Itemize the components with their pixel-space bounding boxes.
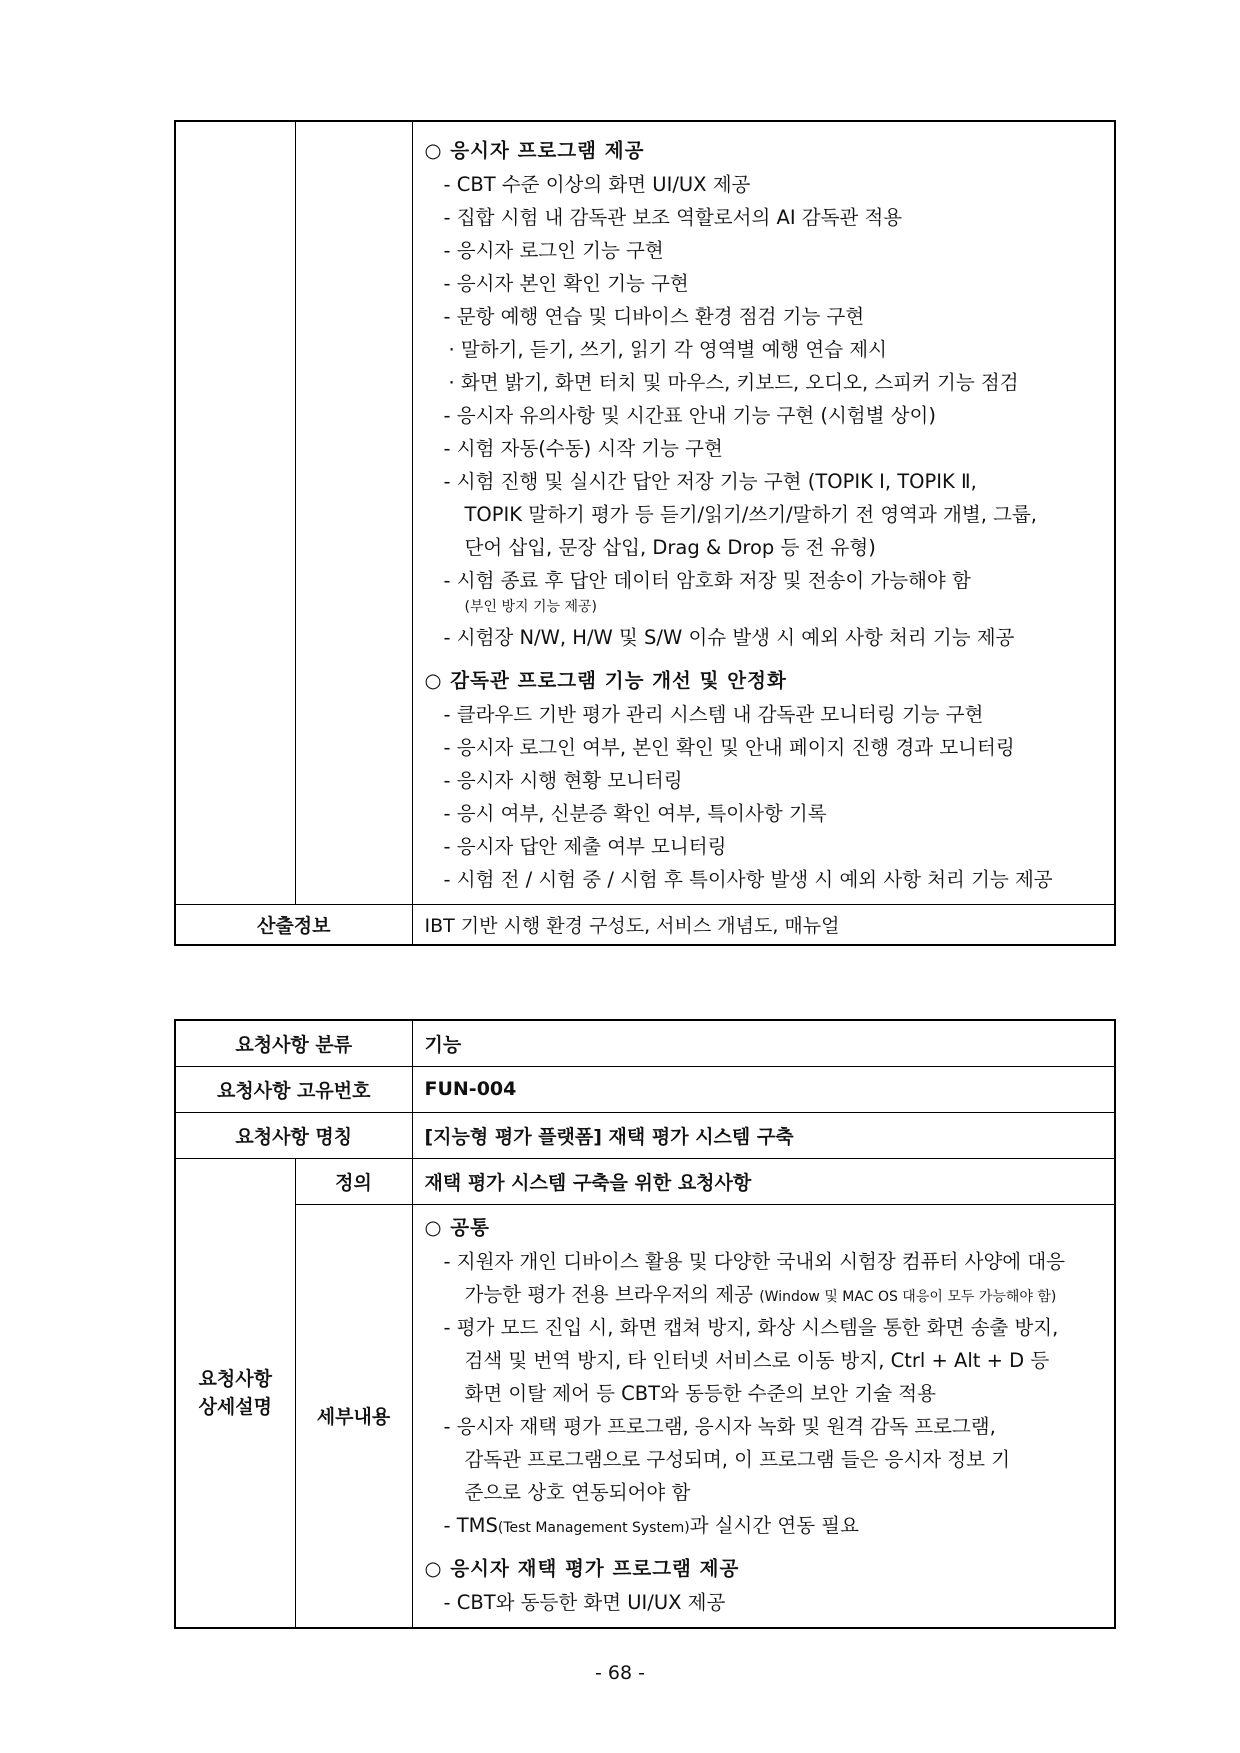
list-item-text: 과 실시간 연동 필요 <box>689 1513 859 1537</box>
list-item: - 응시자 시행 현황 모니터링 <box>443 769 683 792</box>
list-item-continuation: 검색 및 번역 방지, 타 인터넷 서비스로 이동 방지, Ctrl + Alt + D 등 <box>464 1348 1050 1372</box>
list-item: - 응시자 로그인 기능 구현 <box>443 239 664 262</box>
output-info-label: 산출정보 <box>175 905 412 945</box>
list-item-continuation: 준으로 상호 연동되어야 함 <box>464 1480 691 1504</box>
page-number: - 68 - <box>595 1662 645 1684</box>
detail-label-line-1: 요청사항 <box>198 1367 272 1390</box>
section-heading-examinee-program: ○ 응시자 프로그램 제공 <box>424 139 645 162</box>
list-item: - 응시자 유의사항 및 시간표 안내 기능 구현 (시험별 상이) <box>443 404 936 427</box>
section-heading-common: ○ 공통 <box>424 1215 490 1239</box>
list-item-continuation: 화면 이탈 제어 등 CBT와 동등한 수준의 보안 기술 적용 <box>464 1381 936 1405</box>
definition-label: 정의 <box>295 1158 412 1204</box>
detail-label-line-2: 상세설명 <box>198 1395 272 1418</box>
list-item: - 응시자 본인 확인 기능 구현 <box>443 272 689 295</box>
list-item: - 시험 종료 후 답안 데이터 암호화 저장 및 전송이 가능해야 함 <box>443 569 971 592</box>
list-item: - CBT 수준 이상의 화면 UI/UX 제공 <box>443 173 751 196</box>
proctor-program-items <box>425 698 1103 896</box>
name-value: [지능형 평가 플랫폼] 재택 평가 시스템 구축 <box>412 1112 1115 1158</box>
list-item-continuation: TOPIK 말하기 평가 등 듣기/읽기/쓰기/말하기 전 영역과 개별, 그룹, <box>464 503 1038 526</box>
detail-content-cell-2 <box>412 1204 1115 1628</box>
detail-description-label <box>175 1158 295 1628</box>
empty-subcategory-cell <box>295 121 412 905</box>
list-item: - 응시자 재택 평가 프로그램, 응시자 녹화 및 원격 감독 프로그램, <box>443 1414 996 1438</box>
content-label: 세부내용 <box>295 1204 412 1628</box>
definition-value: 재택 평가 시스템 구축을 위한 요청사항 <box>412 1158 1115 1204</box>
id-value: FUN-004 <box>412 1066 1115 1112</box>
output-info-value: IBT 기반 시행 환경 구성도, 서비스 개념도, 매뉴얼 <box>412 905 1115 945</box>
list-item: - 응시자 답안 제출 여부 모니터링 <box>443 835 727 858</box>
name-label: 요청사항 명칭 <box>175 1112 412 1158</box>
category-label: 요청사항 분류 <box>175 1020 412 1066</box>
section-heading-proctor-program: ○ 감독관 프로그램 기능 개선 및 안정화 <box>424 669 787 692</box>
list-item: - 클라우드 기반 평가 관리 시스템 내 감독관 모니터링 기능 구현 <box>443 703 984 726</box>
list-item: - 지원자 개인 디바이스 활용 및 다양한 국내외 시험장 컴퓨터 사양에 대응 <box>443 1249 1065 1273</box>
detail-content-cell <box>412 121 1115 905</box>
list-item: - 시험 자동(수동) 시작 기능 구현 <box>443 437 723 460</box>
requirements-table-continued <box>174 120 1116 946</box>
list-item: - 시험 전 / 시험 중 / 시험 후 특이사항 발생 시 예외 사항 처리 기능 제공 <box>443 868 1053 891</box>
empty-category-cell <box>175 121 295 905</box>
id-label: 요청사항 고유번호 <box>175 1066 412 1112</box>
list-item-note: (부인 방지 기능 제공) <box>464 599 597 615</box>
list-item: - 시험장 N/W, H/W 및 S/W 이슈 발생 시 예외 사항 처리 기능 제공 <box>443 626 1015 649</box>
list-item: - 시험 진행 및 실시간 답안 저장 기능 구현 (TOPIK Ⅰ, TOPIK Ⅱ, <box>443 470 977 493</box>
list-item: - 응시 여부, 신분증 확인 여부, 특이사항 기록 <box>443 802 827 825</box>
list-item: - 평가 모드 진입 시, 화면 캡쳐 방지, 화상 시스템을 통한 화면 송출 방지, <box>443 1315 1059 1339</box>
list-item-text: - TMS <box>443 1513 498 1537</box>
list-item-continuation: 단어 삽입, 문장 삽입, Drag & Drop 등 전 유형) <box>464 536 876 559</box>
list-item <box>425 1509 1103 1542</box>
sub-list-item: · 화면 밝기, 화면 터치 및 마우스, 키보드, 오디오, 스피커 기능 점검 <box>448 371 1019 394</box>
list-item-note: (Test Management System) <box>497 1519 690 1536</box>
examinee-program-items <box>425 168 1103 654</box>
list-item-note: (Window 및 MAC OS 대응이 모두 가능해야 함) <box>759 1288 1057 1305</box>
sub-list-item: · 말하기, 듣기, 쓰기, 읽기 각 영역별 예행 연습 제시 <box>448 338 887 361</box>
list-item: - 응시자 로그인 여부, 본인 확인 및 안내 페이지 진행 경과 모니터링 <box>443 736 1015 759</box>
list-item-text: 가능한 평가 전용 브라우저의 제공 <box>464 1282 754 1306</box>
section-heading-home-exam-program: ○ 응시자 재택 평가 프로그램 제공 <box>424 1556 740 1580</box>
category-value: 기능 <box>412 1020 1115 1066</box>
list-item: - 문항 예행 연습 및 디바이스 환경 점검 기능 구현 <box>443 305 865 328</box>
list-item: - 집합 시험 내 감독관 보조 역할로서의 AI 감독관 적용 <box>443 206 903 229</box>
list-item-continuation <box>425 1278 1103 1311</box>
list-item: - CBT와 동등한 화면 UI/UX 제공 <box>443 1590 726 1614</box>
requirement-fun-004-table <box>174 1019 1116 1629</box>
list-item-continuation: 감독관 프로그램으로 구성되며, 이 프로그램 들은 응시자 정보 기 <box>464 1447 1011 1471</box>
